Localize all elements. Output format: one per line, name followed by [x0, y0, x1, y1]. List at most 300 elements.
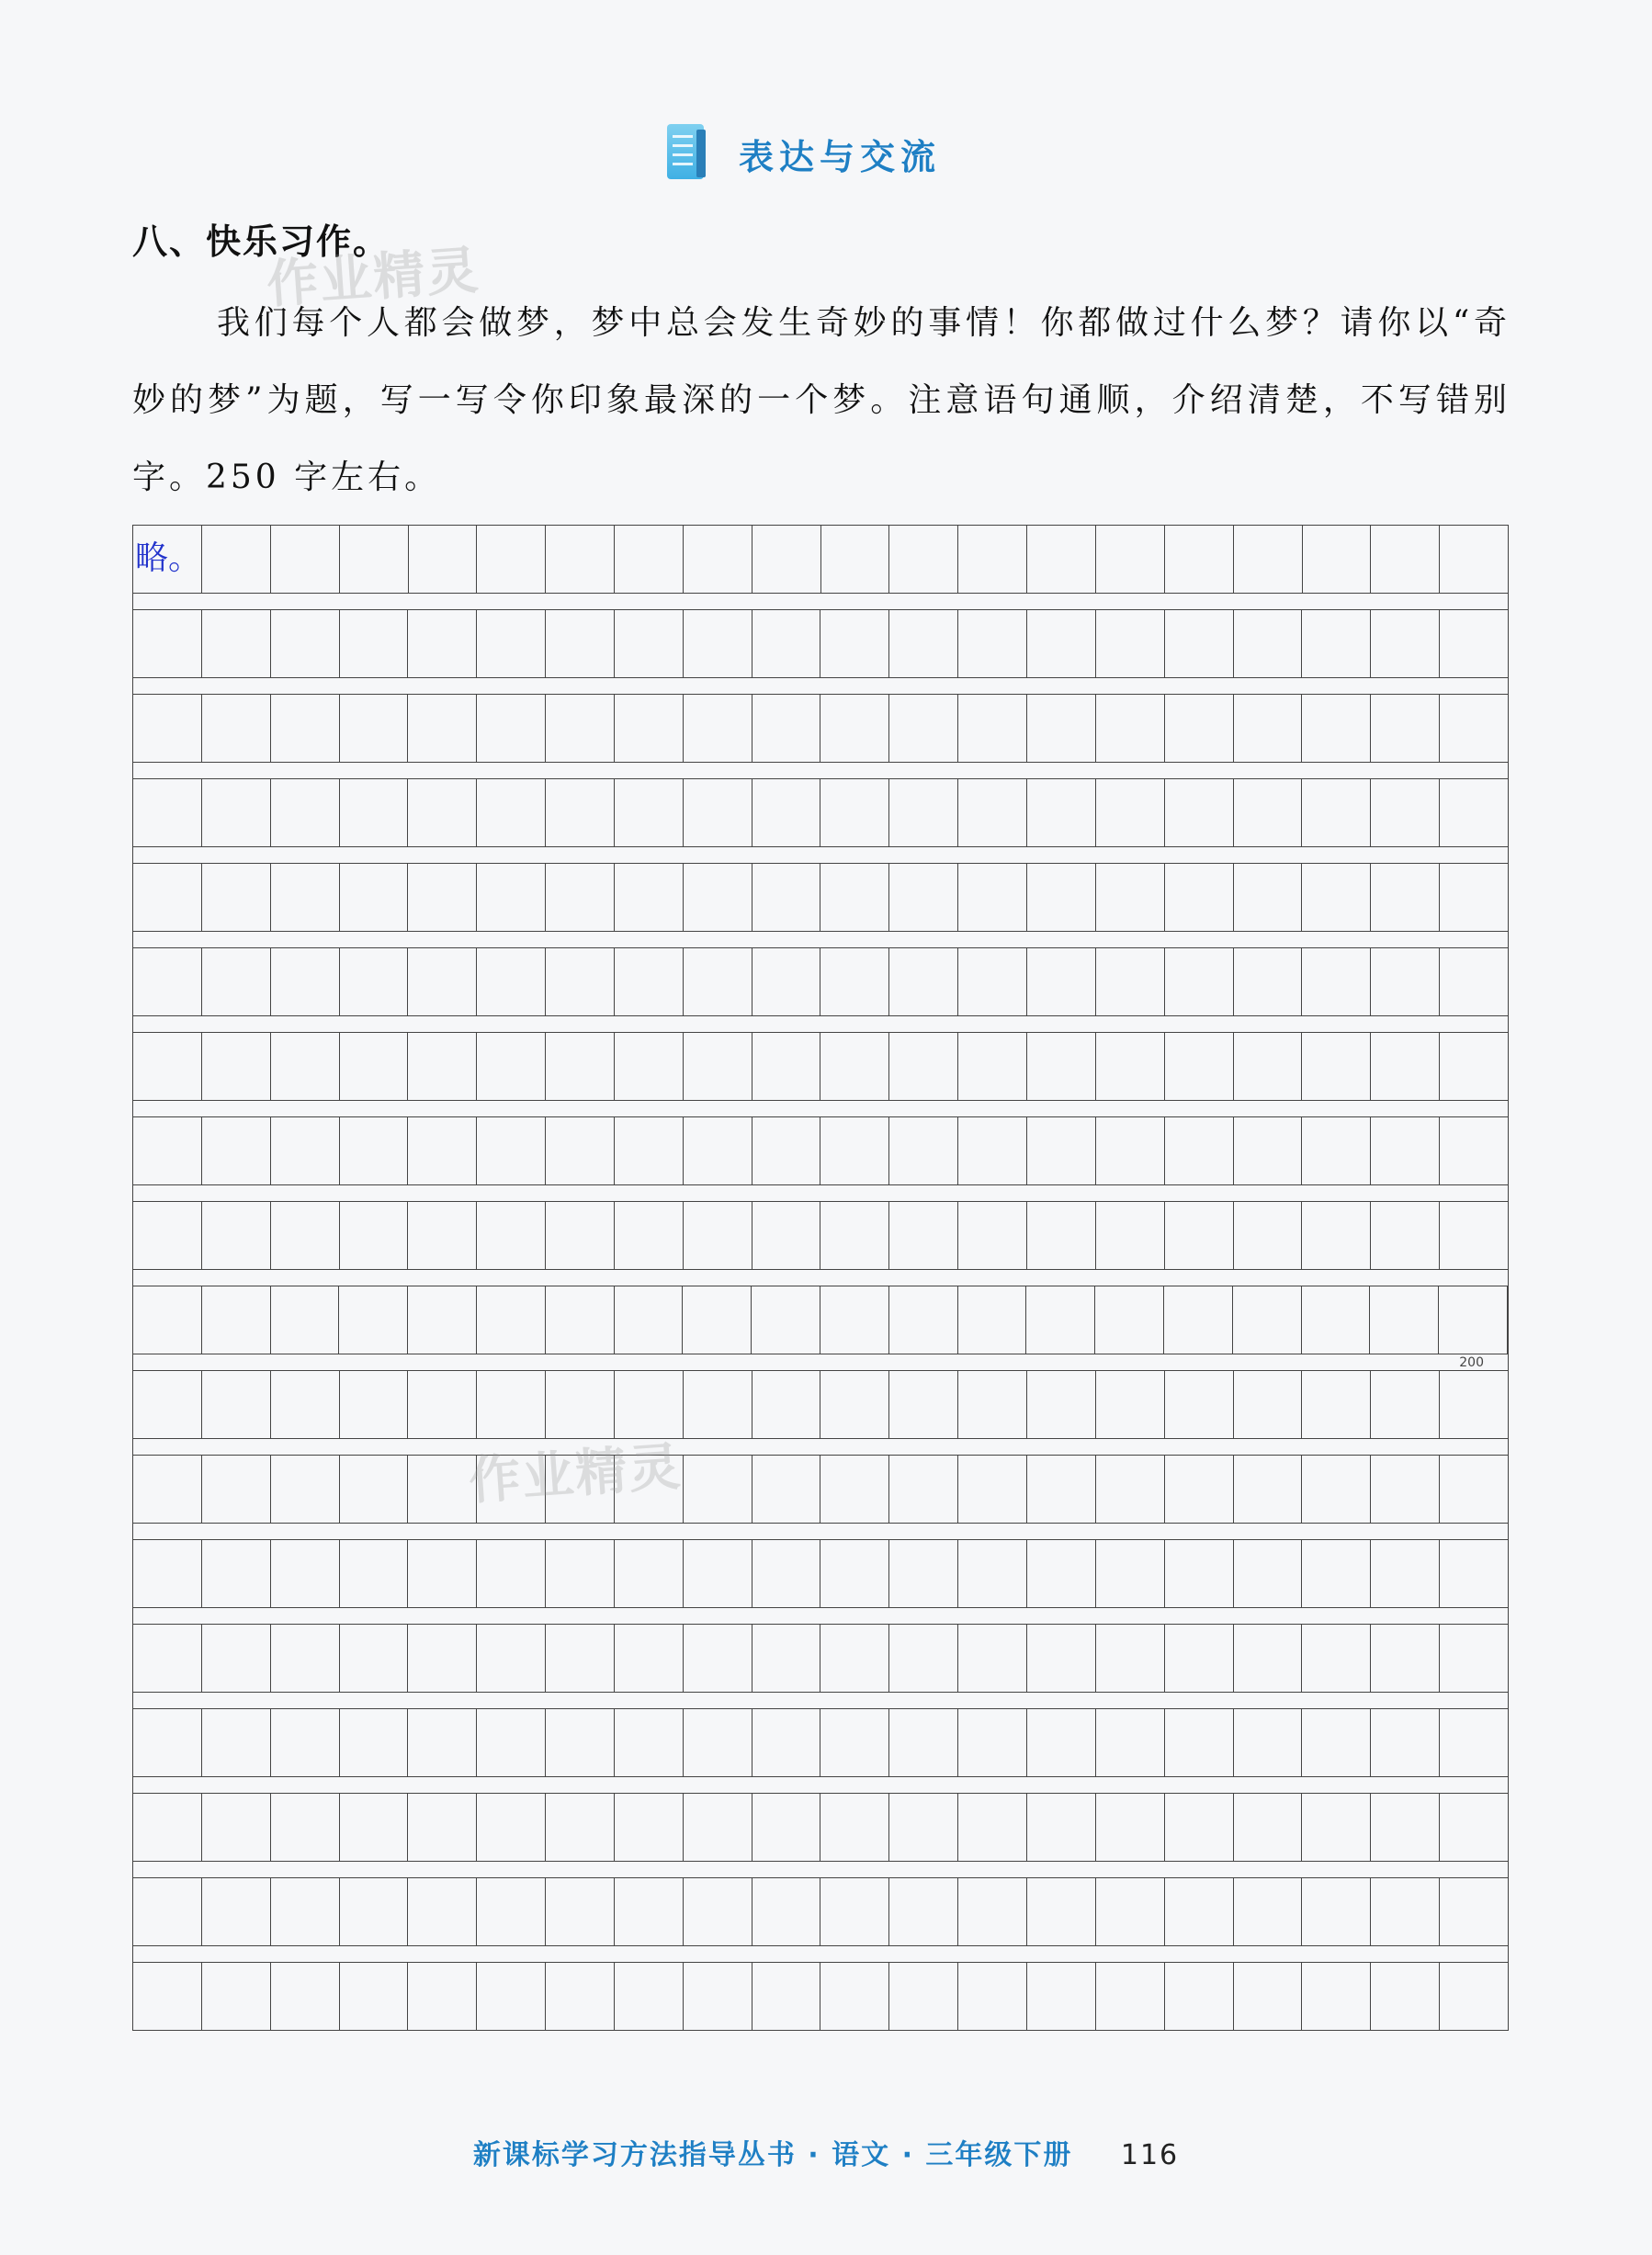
- grid-cell[interactable]: [133, 864, 202, 931]
- grid-cell[interactable]: [958, 1540, 1027, 1607]
- grid-cell[interactable]: [1440, 1878, 1508, 1945]
- grid-cell[interactable]: [1440, 526, 1508, 593]
- grid-cell[interactable]: [271, 779, 340, 846]
- grid-cell[interactable]: [958, 1286, 1027, 1354]
- grid-cell[interactable]: [546, 1371, 615, 1438]
- grid-cell[interactable]: [1234, 610, 1303, 677]
- grid-cell[interactable]: [615, 1286, 684, 1354]
- grid-cell[interactable]: [889, 1878, 958, 1945]
- grid-cell[interactable]: [1096, 948, 1165, 1015]
- grid-cell[interactable]: [477, 1963, 546, 2030]
- grid-cell[interactable]: [752, 1117, 821, 1184]
- grid-row[interactable]: [132, 1116, 1509, 1185]
- grid-cell[interactable]: [477, 1202, 546, 1269]
- grid-cell[interactable]: [1371, 1878, 1440, 1945]
- grid-cell[interactable]: [133, 1963, 202, 2030]
- grid-cell[interactable]: [958, 864, 1027, 931]
- grid-cell[interactable]: [477, 1794, 546, 1861]
- grid-cell[interactable]: [546, 1709, 615, 1776]
- grid-cell[interactable]: [820, 1286, 889, 1354]
- grid-cell[interactable]: [477, 948, 546, 1015]
- grid-cell[interactable]: [546, 610, 615, 677]
- grid-cell[interactable]: [752, 1794, 821, 1861]
- grid-cell[interactable]: [1440, 1117, 1508, 1184]
- grid-cell[interactable]: [133, 1625, 202, 1692]
- grid-cell[interactable]: [477, 864, 546, 931]
- grid-cell[interactable]: [271, 1963, 340, 2030]
- grid-cell[interactable]: [820, 1878, 889, 1945]
- grid-cell[interactable]: [958, 1709, 1027, 1776]
- grid-cell[interactable]: [271, 1286, 340, 1354]
- grid-cell[interactable]: [202, 1117, 271, 1184]
- grid-cell[interactable]: [202, 1878, 271, 1945]
- grid-cell[interactable]: [820, 1456, 889, 1523]
- grid-cell[interactable]: [1027, 1540, 1096, 1607]
- grid-cell[interactable]: [133, 1709, 202, 1776]
- grid-cell[interactable]: [752, 1540, 821, 1607]
- grid-cell[interactable]: [1370, 1286, 1439, 1354]
- grid-cell[interactable]: [1096, 1456, 1165, 1523]
- grid-cell[interactable]: [615, 864, 684, 931]
- grid-cell[interactable]: [1027, 1794, 1096, 1861]
- grid-cell[interactable]: [1440, 1371, 1508, 1438]
- grid-cell[interactable]: [340, 1540, 409, 1607]
- grid-cell[interactable]: [1234, 695, 1303, 762]
- grid-cell[interactable]: [684, 1117, 752, 1184]
- grid-cell[interactable]: [133, 1540, 202, 1607]
- grid-cell[interactable]: [752, 1371, 821, 1438]
- grid-row[interactable]: [132, 1539, 1509, 1608]
- grid-cell[interactable]: [889, 864, 958, 931]
- grid-cell[interactable]: [1027, 1625, 1096, 1692]
- grid-cell[interactable]: [820, 1540, 889, 1607]
- grid-cell[interactable]: [958, 610, 1027, 677]
- grid-cell[interactable]: [958, 1963, 1027, 2030]
- grid-cell[interactable]: [1302, 1540, 1371, 1607]
- grid-cell[interactable]: [752, 864, 821, 931]
- grid-cell[interactable]: [752, 1033, 821, 1100]
- grid-cell[interactable]: [1371, 1371, 1440, 1438]
- grid-cell[interactable]: [889, 1286, 958, 1354]
- grid-cell[interactable]: [546, 1625, 615, 1692]
- grid-cell[interactable]: [1165, 1033, 1234, 1100]
- grid-cell[interactable]: [477, 1540, 546, 1607]
- grid-cell[interactable]: [477, 1878, 546, 1945]
- grid-cell[interactable]: [340, 779, 409, 846]
- grid-cell[interactable]: [684, 1456, 752, 1523]
- grid-cell[interactable]: [1302, 1794, 1371, 1861]
- grid-cell[interactable]: [958, 1878, 1027, 1945]
- grid-cell[interactable]: [1371, 1540, 1440, 1607]
- grid-cell[interactable]: [477, 1456, 546, 1523]
- grid-cell[interactable]: [340, 695, 409, 762]
- grid-cell[interactable]: [1302, 1709, 1371, 1776]
- grid-cell[interactable]: [1027, 864, 1096, 931]
- grid-cell[interactable]: [1026, 1286, 1095, 1354]
- grid-cell[interactable]: [546, 1202, 615, 1269]
- grid-cell[interactable]: [1165, 526, 1234, 593]
- grid-cell[interactable]: [889, 779, 958, 846]
- grid-cell[interactable]: [889, 610, 958, 677]
- grid-cell[interactable]: [958, 1202, 1027, 1269]
- grid-cell[interactable]: [820, 948, 889, 1015]
- grid-cell[interactable]: [271, 1033, 340, 1100]
- grid-cell[interactable]: [1096, 779, 1165, 846]
- grid-cell[interactable]: [752, 1202, 821, 1269]
- grid-cell[interactable]: [1234, 1709, 1303, 1776]
- grid-cell[interactable]: [1165, 695, 1234, 762]
- grid-cell[interactable]: [271, 1117, 340, 1184]
- grid-cell[interactable]: [1234, 779, 1303, 846]
- grid-cell[interactable]: [1234, 1794, 1303, 1861]
- grid-cell[interactable]: [477, 1117, 546, 1184]
- grid-cell[interactable]: [1165, 610, 1234, 677]
- grid-cell[interactable]: [1303, 526, 1372, 593]
- grid-cell[interactable]: [1096, 526, 1165, 593]
- grid-cell[interactable]: [202, 1709, 271, 1776]
- composition-grid[interactable]: [132, 525, 1509, 2031]
- grid-cell[interactable]: [615, 1033, 684, 1100]
- grid-cell[interactable]: [340, 1625, 409, 1692]
- grid-cell[interactable]: [133, 1117, 202, 1184]
- grid-cell[interactable]: [1165, 1794, 1234, 1861]
- grid-cell[interactable]: [271, 1202, 340, 1269]
- grid-cell[interactable]: [1165, 1709, 1234, 1776]
- grid-cell[interactable]: [615, 1456, 684, 1523]
- grid-cell[interactable]: [1027, 1878, 1096, 1945]
- grid-cell[interactable]: [1027, 1456, 1096, 1523]
- grid-cell[interactable]: [202, 1540, 271, 1607]
- grid-cell[interactable]: [1371, 1202, 1440, 1269]
- grid-cell[interactable]: [752, 1456, 821, 1523]
- grid-cell[interactable]: [889, 948, 958, 1015]
- grid-cell[interactable]: [271, 1625, 340, 1692]
- grid-cell[interactable]: [340, 1456, 409, 1523]
- grid-cell[interactable]: [1027, 610, 1096, 677]
- grid-cell[interactable]: [1440, 1033, 1508, 1100]
- grid-cell[interactable]: [477, 610, 546, 677]
- grid-cell[interactable]: [477, 695, 546, 762]
- grid-cell[interactable]: [1027, 779, 1096, 846]
- grid-cell[interactable]: [684, 864, 752, 931]
- grid-cell[interactable]: [202, 1033, 271, 1100]
- grid-cell[interactable]: [546, 1117, 615, 1184]
- grid-cell[interactable]: [408, 1963, 477, 2030]
- grid-cell[interactable]: [683, 1286, 752, 1354]
- grid-cell[interactable]: [1302, 1117, 1371, 1184]
- grid-cell[interactable]: [1165, 1878, 1234, 1945]
- grid-cell[interactable]: [820, 1963, 889, 2030]
- grid-cell[interactable]: [1165, 1625, 1234, 1692]
- grid-cell[interactable]: [1371, 864, 1440, 931]
- grid-cell[interactable]: [1440, 1709, 1508, 1776]
- grid-cell[interactable]: [1165, 1540, 1234, 1607]
- grid-cell[interactable]: [684, 526, 752, 593]
- grid-cell[interactable]: [1096, 1794, 1165, 1861]
- grid-cell[interactable]: [1096, 695, 1165, 762]
- grid-cell[interactable]: [133, 948, 202, 1015]
- grid-cell[interactable]: [133, 1202, 202, 1269]
- grid-row[interactable]: [132, 863, 1509, 932]
- grid-row[interactable]: [132, 1201, 1509, 1270]
- grid-cell[interactable]: [202, 695, 271, 762]
- grid-cell[interactable]: [1027, 1033, 1096, 1100]
- grid-cell[interactable]: [1302, 1878, 1371, 1945]
- grid-row[interactable]: [132, 1793, 1509, 1862]
- grid-cell[interactable]: [1440, 695, 1508, 762]
- grid-cell[interactable]: [820, 864, 889, 931]
- grid-cell[interactable]: [958, 1456, 1027, 1523]
- grid-cell[interactable]: [1302, 1033, 1371, 1100]
- grid-cell[interactable]: [477, 779, 546, 846]
- grid-cell[interactable]: [684, 1794, 752, 1861]
- grid-cell[interactable]: [271, 948, 340, 1015]
- grid-cell[interactable]: [752, 1286, 820, 1354]
- grid-cell[interactable]: [958, 779, 1027, 846]
- grid-cell[interactable]: [615, 610, 684, 677]
- grid-cell[interactable]: [615, 1794, 684, 1861]
- grid-cell[interactable]: [1027, 695, 1096, 762]
- grid-cell[interactable]: [889, 1371, 958, 1438]
- grid-cell[interactable]: [889, 1540, 958, 1607]
- grid-row[interactable]: [132, 1624, 1509, 1693]
- grid-cell[interactable]: [615, 779, 684, 846]
- grid-cell[interactable]: [684, 1878, 752, 1945]
- grid-cell[interactable]: [1302, 610, 1371, 677]
- grid-cell[interactable]: [408, 1794, 477, 1861]
- grid-cell[interactable]: [409, 526, 478, 593]
- grid-cell[interactable]: [1027, 1117, 1096, 1184]
- grid-cell[interactable]: [408, 1371, 477, 1438]
- answer-text[interactable]: 略。: [133, 526, 202, 593]
- grid-cell[interactable]: [1440, 1540, 1508, 1607]
- grid-cell[interactable]: [1440, 1202, 1508, 1269]
- grid-cell[interactable]: [1440, 1456, 1508, 1523]
- grid-cell[interactable]: [340, 948, 409, 1015]
- grid-row[interactable]: [132, 1032, 1509, 1101]
- grid-cell[interactable]: [202, 1286, 271, 1354]
- grid-cell[interactable]: [1096, 1540, 1165, 1607]
- grid-cell[interactable]: [958, 1625, 1027, 1692]
- grid-cell[interactable]: [615, 1709, 684, 1776]
- grid-row[interactable]: [132, 1286, 1509, 1370]
- grid-cell[interactable]: [1027, 948, 1096, 1015]
- grid-cell[interactable]: [1165, 779, 1234, 846]
- grid-cell[interactable]: [684, 1202, 752, 1269]
- grid-cell[interactable]: [1234, 1371, 1303, 1438]
- grid-cell[interactable]: [408, 695, 477, 762]
- grid-cell[interactable]: [408, 610, 477, 677]
- grid-cell[interactable]: [1027, 1371, 1096, 1438]
- grid-cell[interactable]: [615, 1540, 684, 1607]
- grid-cell[interactable]: [1234, 1117, 1303, 1184]
- grid-cell[interactable]: [340, 1371, 409, 1438]
- grid-cell[interactable]: [1165, 864, 1234, 931]
- grid-cell[interactable]: [752, 1878, 821, 1945]
- grid-row[interactable]: [132, 1370, 1509, 1439]
- grid-cell[interactable]: [958, 1371, 1027, 1438]
- grid-cell[interactable]: [1302, 1202, 1371, 1269]
- grid-cell[interactable]: [546, 1033, 615, 1100]
- grid-cell[interactable]: [1302, 1625, 1371, 1692]
- grid-cell[interactable]: [1371, 526, 1440, 593]
- grid-cell[interactable]: [820, 1371, 889, 1438]
- grid-cell[interactable]: [202, 864, 271, 931]
- grid-cell[interactable]: [546, 779, 615, 846]
- grid-cell[interactable]: [752, 1963, 821, 2030]
- grid-cell[interactable]: [1234, 526, 1303, 593]
- grid-cell[interactable]: [1440, 864, 1508, 931]
- grid-cell[interactable]: [820, 779, 889, 846]
- grid-cell[interactable]: [1096, 1371, 1165, 1438]
- grid-cell[interactable]: [820, 1033, 889, 1100]
- grid-cell[interactable]: [133, 1033, 202, 1100]
- grid-cell[interactable]: [340, 1794, 409, 1861]
- grid-row[interactable]: [132, 778, 1509, 847]
- grid-cell[interactable]: [684, 779, 752, 846]
- grid-cell[interactable]: [1371, 695, 1440, 762]
- grid-cell[interactable]: [889, 1709, 958, 1776]
- grid-cell[interactable]: [202, 1625, 271, 1692]
- grid-cell[interactable]: [271, 1456, 340, 1523]
- grid-cell[interactable]: [340, 1202, 409, 1269]
- grid-cell[interactable]: [477, 1625, 546, 1692]
- grid-cell[interactable]: [889, 1033, 958, 1100]
- grid-cell[interactable]: [271, 1540, 340, 1607]
- grid-cell[interactable]: [1027, 526, 1096, 593]
- grid-cell[interactable]: [546, 1878, 615, 1945]
- grid-cell[interactable]: [958, 526, 1027, 593]
- grid-cell[interactable]: [408, 1540, 477, 1607]
- grid-cell[interactable]: [271, 526, 340, 593]
- grid-cell[interactable]: [271, 1371, 340, 1438]
- grid-cell[interactable]: [1234, 1456, 1303, 1523]
- grid-cell[interactable]: [340, 1878, 409, 1945]
- grid-cell[interactable]: [271, 695, 340, 762]
- grid-cell[interactable]: [271, 1878, 340, 1945]
- grid-cell[interactable]: [1439, 1286, 1508, 1354]
- grid-cell[interactable]: [340, 1963, 409, 2030]
- grid-cell[interactable]: [1371, 1794, 1440, 1861]
- grid-cell[interactable]: [1233, 1286, 1302, 1354]
- grid-cell[interactable]: [820, 695, 889, 762]
- grid-cell[interactable]: [1302, 1456, 1371, 1523]
- grid-cell[interactable]: [1440, 779, 1508, 846]
- grid-cell[interactable]: [1234, 1878, 1303, 1945]
- grid-cell[interactable]: [546, 948, 615, 1015]
- grid-cell[interactable]: [408, 1202, 477, 1269]
- grid-row[interactable]: [132, 1455, 1509, 1524]
- grid-cell[interactable]: [615, 695, 684, 762]
- grid-cell[interactable]: [821, 526, 890, 593]
- grid-cell[interactable]: [1440, 1963, 1508, 2030]
- grid-cell[interactable]: [408, 1878, 477, 1945]
- grid-cell[interactable]: [1027, 1963, 1096, 2030]
- grid-cell[interactable]: [202, 1456, 271, 1523]
- grid-cell[interactable]: [889, 1794, 958, 1861]
- grid-cell[interactable]: [958, 1794, 1027, 1861]
- grid-cell[interactable]: [1096, 1202, 1165, 1269]
- grid-cell[interactable]: [408, 779, 477, 846]
- grid-cell[interactable]: [1302, 779, 1371, 846]
- grid-cell[interactable]: [1096, 1709, 1165, 1776]
- grid-cell[interactable]: [684, 1371, 752, 1438]
- grid-cell[interactable]: [271, 610, 340, 677]
- grid-cell[interactable]: [1164, 1286, 1233, 1354]
- grid-cell[interactable]: [615, 1963, 684, 2030]
- grid-cell[interactable]: [1096, 1117, 1165, 1184]
- grid-cell[interactable]: [752, 1625, 821, 1692]
- grid-cell[interactable]: [1371, 1033, 1440, 1100]
- grid-cell[interactable]: [1371, 1709, 1440, 1776]
- grid-cell[interactable]: [408, 864, 477, 931]
- grid-cell[interactable]: [615, 1878, 684, 1945]
- grid-cell[interactable]: [1440, 610, 1508, 677]
- grid-cell[interactable]: [408, 1709, 477, 1776]
- grid-cell[interactable]: [615, 1625, 684, 1692]
- grid-cell[interactable]: [546, 695, 615, 762]
- grid-cell[interactable]: [958, 1033, 1027, 1100]
- grid-cell[interactable]: [477, 526, 546, 593]
- grid-cell[interactable]: [1095, 1286, 1164, 1354]
- grid-cell[interactable]: [271, 1709, 340, 1776]
- grid-cell[interactable]: [1302, 948, 1371, 1015]
- grid-cell[interactable]: [684, 1625, 752, 1692]
- grid-cell[interactable]: [1165, 1371, 1234, 1438]
- grid-cell[interactable]: [546, 1963, 615, 2030]
- grid-cell[interactable]: [1302, 864, 1371, 931]
- grid-cell[interactable]: [1165, 1202, 1234, 1269]
- grid-cell[interactable]: [1371, 1117, 1440, 1184]
- grid-cell[interactable]: [202, 1794, 271, 1861]
- grid-cell[interactable]: [477, 1286, 546, 1354]
- grid-cell[interactable]: [340, 610, 409, 677]
- grid-cell[interactable]: [752, 695, 821, 762]
- grid-cell[interactable]: [684, 1540, 752, 1607]
- grid-cell[interactable]: [340, 864, 409, 931]
- grid-cell[interactable]: [1302, 1286, 1371, 1354]
- grid-row[interactable]: [132, 609, 1509, 678]
- grid-cell[interactable]: [615, 1202, 684, 1269]
- grid-cell[interactable]: [477, 1709, 546, 1776]
- grid-cell[interactable]: [889, 1117, 958, 1184]
- grid-cell[interactable]: [339, 1286, 408, 1354]
- grid-row[interactable]: [132, 1962, 1509, 2031]
- grid-cell[interactable]: [615, 526, 684, 593]
- grid-row[interactable]: [132, 525, 1509, 594]
- grid-cell[interactable]: [889, 1202, 958, 1269]
- grid-cell[interactable]: [615, 1371, 684, 1438]
- grid-cell[interactable]: [889, 1625, 958, 1692]
- grid-cell[interactable]: [820, 1202, 889, 1269]
- grid-cell[interactable]: [1234, 1540, 1303, 1607]
- grid-cell[interactable]: [340, 1117, 409, 1184]
- grid-cell[interactable]: [1234, 1202, 1303, 1269]
- grid-cell[interactable]: [202, 610, 271, 677]
- grid-cell[interactable]: [958, 1117, 1027, 1184]
- grid-cell[interactable]: [820, 610, 889, 677]
- grid-cell[interactable]: [133, 1286, 202, 1354]
- grid-cell[interactable]: [820, 1625, 889, 1692]
- grid-cell[interactable]: [1371, 1456, 1440, 1523]
- grid-cell[interactable]: [1371, 610, 1440, 677]
- grid-cell[interactable]: [408, 948, 477, 1015]
- grid-cell[interactable]: [1165, 948, 1234, 1015]
- grid-cell[interactable]: [1234, 948, 1303, 1015]
- grid-cell[interactable]: [1302, 1371, 1371, 1438]
- grid-cell[interactable]: [408, 1033, 477, 1100]
- grid-cell[interactable]: [820, 1794, 889, 1861]
